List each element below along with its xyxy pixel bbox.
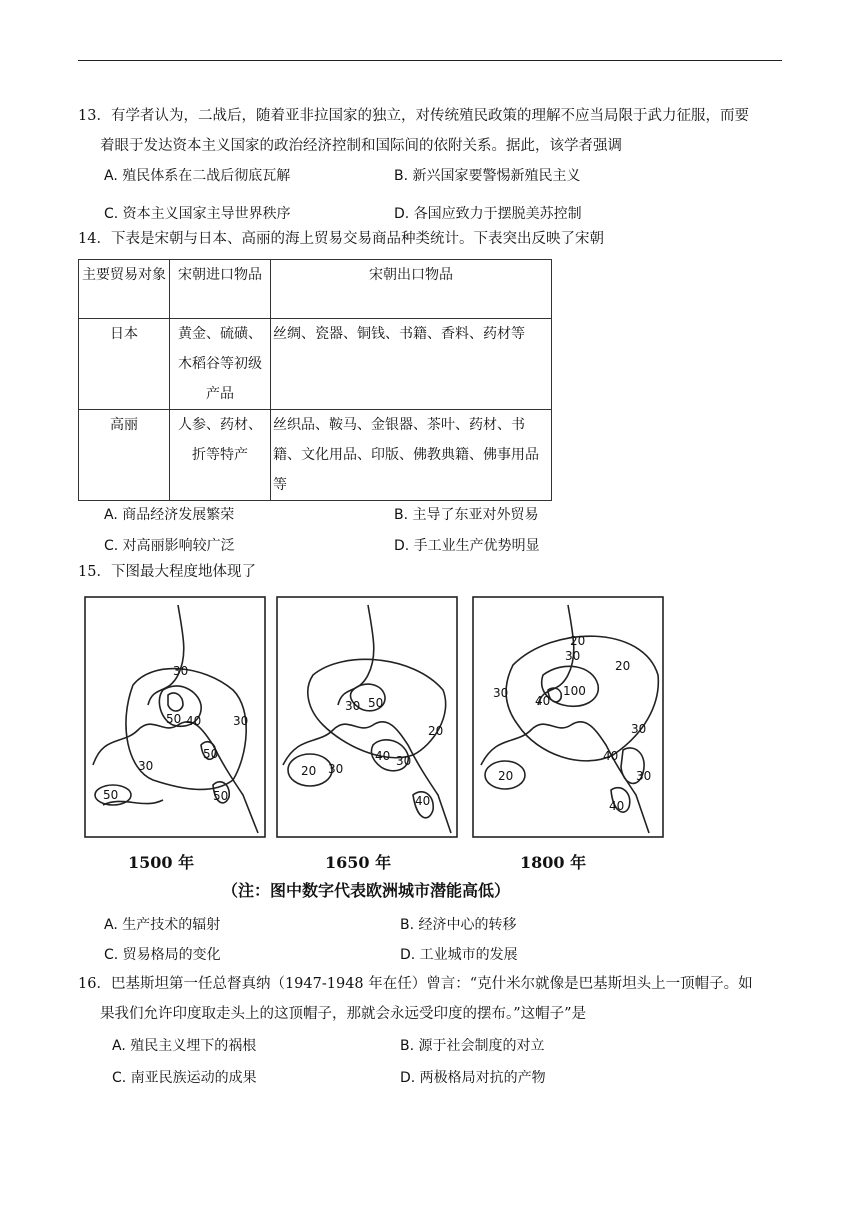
map-1800-label: 40 bbox=[609, 799, 625, 813]
map-1650-label: 30 bbox=[345, 699, 361, 713]
table-cell: 日本 bbox=[79, 319, 170, 410]
question-13-line-1: 13．有学者认为，二战后，随着亚非拉国家的独立，对传统殖民政策的理解不应当局限于武力征服，而要 bbox=[78, 108, 749, 124]
map-1650-label: 40 bbox=[375, 749, 391, 763]
question-13-line-2: 着眼于发达资本主义国家的政治经济控制和国际间的依附关系。据此，该学者强调 bbox=[100, 138, 622, 154]
map-1500-label: 40 bbox=[186, 714, 202, 728]
question-15-stem: 15．下图最大程度地体现了 bbox=[78, 564, 256, 580]
map-1800-label: 30 bbox=[565, 649, 581, 663]
q13-option-a[interactable]: A. 殖民体系在二战后彻底瓦解 bbox=[104, 168, 291, 184]
map-1500-label: 50 bbox=[213, 789, 229, 803]
map-1650-label: 30 bbox=[396, 754, 412, 768]
table-header-cell: 宋朝出口物品 bbox=[271, 260, 552, 319]
q16-option-d[interactable]: D. 两极格局对抗的产物 bbox=[400, 1070, 546, 1086]
header-rule bbox=[78, 60, 782, 61]
map-1800-label: 30 bbox=[631, 722, 647, 736]
map-1800-label: 40 bbox=[535, 694, 551, 708]
map-note: （注：图中数字代表欧洲城市潜能高低） bbox=[222, 881, 511, 900]
q14-option-a[interactable]: A. 商品经济发展繁荣 bbox=[104, 507, 235, 523]
q13-option-c[interactable]: C. 资本主义国家主导世界秩序 bbox=[104, 206, 291, 222]
q14-option-c[interactable]: C. 对高丽影响较广泛 bbox=[104, 538, 235, 554]
q14-option-d[interactable]: D. 手工业生产优势明显 bbox=[394, 538, 540, 554]
q16-option-a[interactable]: A. 殖民主义埋下的祸根 bbox=[112, 1038, 257, 1054]
question-14 bbox=[78, 224, 784, 254]
table-header-row bbox=[79, 260, 552, 319]
map-year-1650: 1650 年 bbox=[325, 853, 392, 872]
table-cell: 丝织品、鞍马、金银器、茶叶、药材、书籍、文化用品、印版、佛教典籍、佛事用品等 bbox=[271, 410, 552, 501]
map-1650-label: 40 bbox=[415, 794, 431, 808]
map-1500-label: 50 bbox=[166, 712, 182, 726]
map-1500-label: 50 bbox=[103, 788, 119, 802]
map-1650-label: 20 bbox=[428, 724, 444, 738]
map-1800-contour-30 bbox=[506, 636, 658, 761]
question-14-stem: 14．下表是宋朝与日本、高丽的海上贸易交易商品种类统计。下表突出反映了宋朝 bbox=[78, 231, 604, 247]
map-1800-label: 20 bbox=[615, 659, 631, 673]
map-1500-label: 30 bbox=[173, 664, 189, 678]
q14-option-b[interactable]: B. 主导了东亚对外贸易 bbox=[394, 507, 539, 523]
map-1500-label: 50 bbox=[203, 747, 219, 761]
map-1500-contour-50a bbox=[168, 693, 183, 711]
q13-option-d[interactable]: D. 各国应致力于摆脱美苏控制 bbox=[394, 206, 582, 222]
table-row bbox=[79, 410, 552, 501]
map-1500-label: 30 bbox=[138, 759, 154, 773]
q13-option-b[interactable]: B. 新兴国家要警惕新殖民主义 bbox=[394, 168, 581, 184]
map-1650-label: 50 bbox=[368, 696, 384, 710]
map-1650-label: 30 bbox=[328, 762, 344, 776]
map-1800-label: 30 bbox=[636, 769, 652, 783]
q15-option-c[interactable]: C. 贸易格局的变化 bbox=[104, 947, 221, 963]
map-1800-label: 40 bbox=[603, 749, 619, 763]
q15-option-d[interactable]: D. 工业城市的发展 bbox=[400, 947, 518, 963]
table-header-cell: 主要贸易对象 bbox=[79, 260, 170, 319]
map-1800-frame bbox=[473, 597, 663, 837]
map-year-1500: 1500 年 bbox=[128, 853, 195, 872]
map-1650-label: 20 bbox=[301, 764, 317, 778]
question-13 bbox=[78, 101, 784, 161]
question-15 bbox=[78, 557, 784, 587]
map-1500-label: 30 bbox=[233, 714, 249, 728]
map-1800-label: 20 bbox=[498, 769, 514, 783]
map-1800-label: 20 bbox=[570, 634, 586, 648]
table-header-cell: 宋朝进口物品 bbox=[170, 260, 271, 319]
q15-option-b[interactable]: B. 经济中心的转移 bbox=[400, 917, 517, 933]
table-row bbox=[79, 319, 552, 410]
question-16 bbox=[78, 969, 784, 1029]
table-cell: 高丽 bbox=[79, 410, 170, 501]
table-cell: 黄金、硫磺、木稻谷等初级产品 bbox=[170, 319, 271, 410]
trade-table bbox=[78, 259, 552, 501]
q16-option-b[interactable]: B. 源于社会制度的对立 bbox=[400, 1038, 545, 1054]
map-1800-label: 30 bbox=[493, 686, 509, 700]
map-1800-label: 100 bbox=[563, 684, 586, 698]
q15-option-a[interactable]: A. 生产技术的辐射 bbox=[104, 917, 221, 933]
q16-option-c[interactable]: C. 南亚民族运动的成果 bbox=[112, 1070, 257, 1086]
table-cell: 丝绸、瓷器、铜钱、书籍、香料、药材等 bbox=[271, 319, 552, 410]
map-year-1800: 1800 年 bbox=[520, 853, 587, 872]
table-cell: 人参、药材、折等特产 bbox=[170, 410, 271, 501]
europe-city-potential-maps bbox=[83, 595, 668, 840]
question-16-line-2: 果我们允许印度取走头上的这顶帽子，那就会永远受印度的摆布。”这帽子”是 bbox=[100, 1006, 587, 1022]
question-16-line-1: 16．巴基斯坦第一任总督真纳（1947-1948 年在任）曾言：“克什米尔就像是巴基斯坦头上一顶帽子。如 bbox=[78, 976, 753, 992]
